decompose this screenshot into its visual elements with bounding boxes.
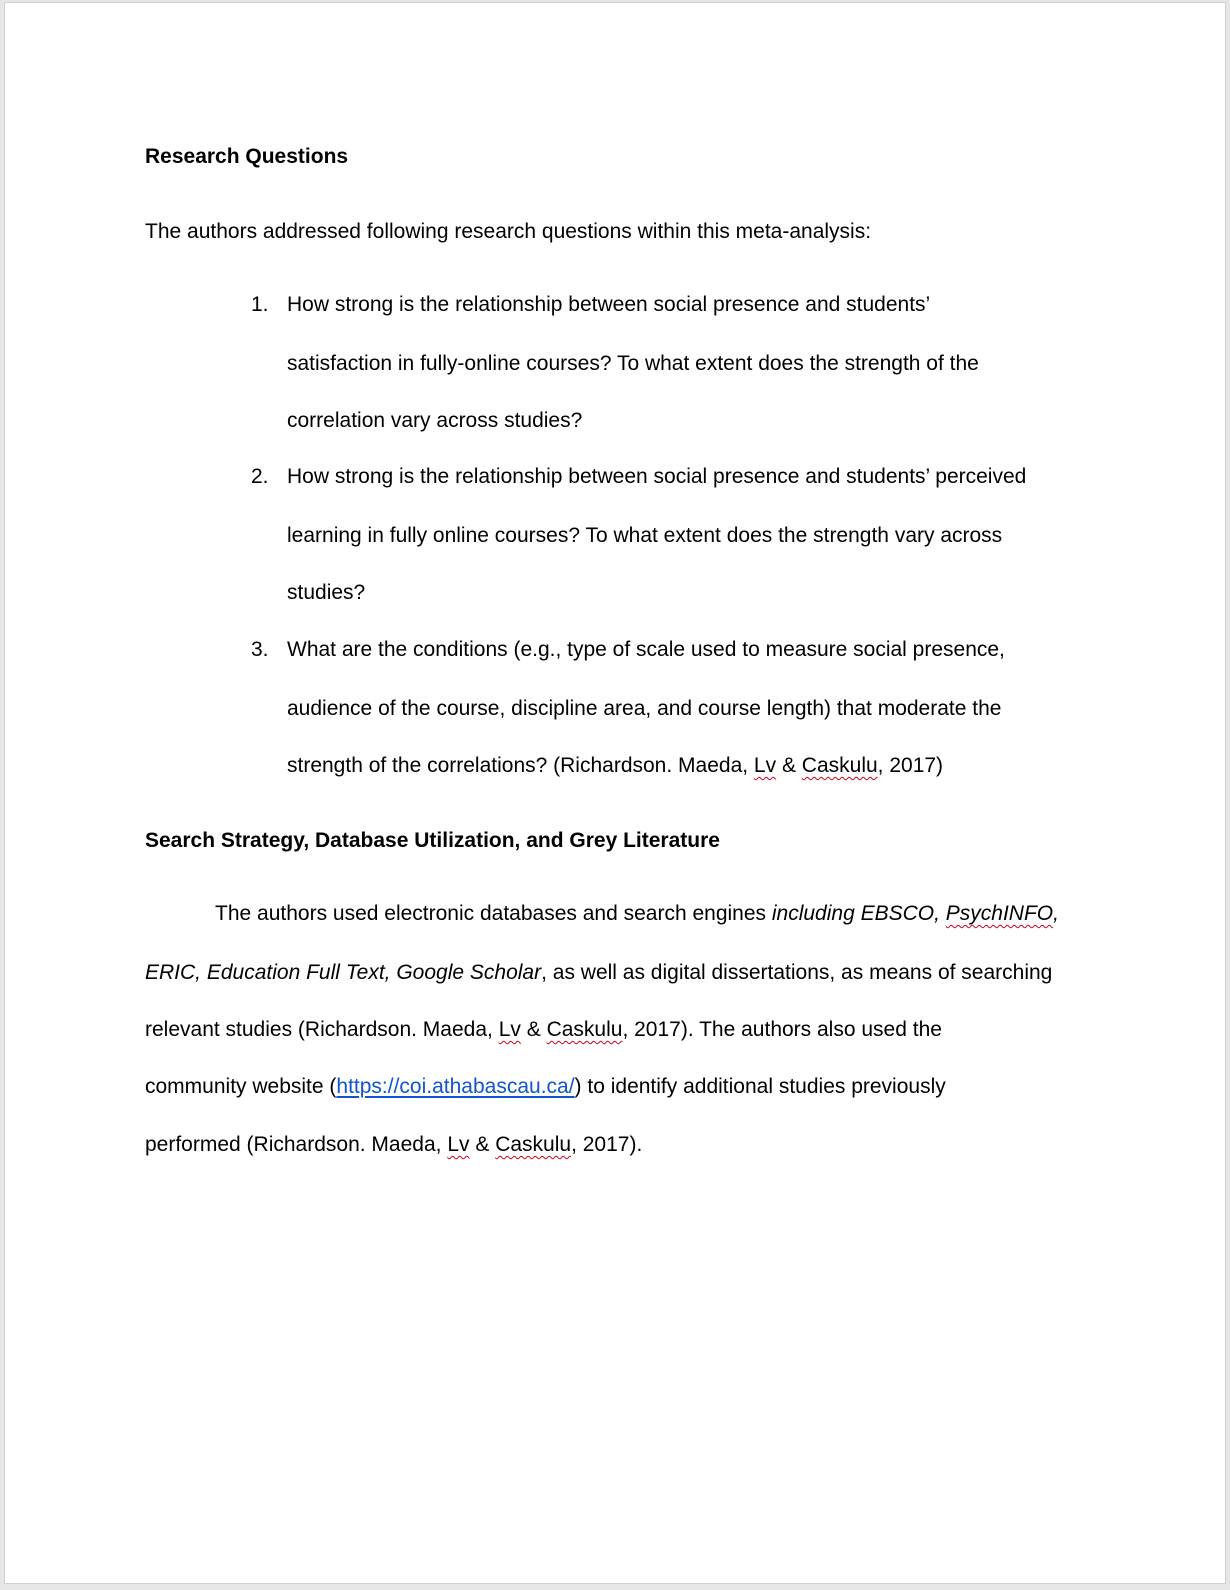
- para-line-1: [215, 900, 1059, 928]
- para-line-5-text: performed (Richardson. Maeda,: [145, 1133, 448, 1156]
- list-number-2: 2.: [251, 465, 269, 488]
- para-line-4-text: community website (: [145, 1075, 337, 1098]
- document-page: [4, 2, 1226, 1584]
- heading-search-strategy: Search Strategy, Database Utilization, and Grey Literature: [145, 829, 720, 852]
- para-line-1-text: The authors used electronic databases and search engines: [215, 902, 772, 925]
- para-line-5: [145, 1131, 642, 1159]
- q3-line-3-suffix: , 2017): [877, 754, 944, 777]
- para-line-4: [145, 1073, 946, 1101]
- spellcheck-word-psychinfo[interactable]: PsychINFO: [945, 902, 1054, 925]
- q3-line-3-text: strength of the correlations? (Richardson. Maeda,: [287, 754, 754, 777]
- ampersand: &: [520, 1018, 547, 1041]
- q1-line-1: How strong is the relationship between social presence and students’: [287, 293, 931, 316]
- para-line-1-italic: including EBSCO,: [771, 902, 946, 925]
- spellcheck-word-caskulu[interactable]: Caskulu: [495, 1133, 572, 1156]
- ampersand: &: [776, 754, 802, 777]
- heading-research-questions: Research Questions: [145, 145, 349, 168]
- para-line-3-suffix: , 2017). The authors also used the: [622, 1018, 942, 1041]
- para-line-2-italic: ERIC, Education Full Text, Google Scholar: [145, 961, 542, 984]
- spellcheck-word-lv[interactable]: Lv: [447, 1133, 470, 1156]
- para-line-3: [145, 1016, 942, 1044]
- spellcheck-word-lv[interactable]: Lv: [498, 1018, 521, 1041]
- list-number-1: 1.: [251, 293, 269, 316]
- para-line-3-text: relevant studies (Richardson. Maeda,: [145, 1018, 499, 1041]
- q2-line-2: learning in fully online courses? To what extent does the strength vary across: [287, 524, 1003, 547]
- q2-line-1: How strong is the relationship between social presence and students’ perceived: [287, 465, 1027, 488]
- para-line-5-suffix: , 2017).: [571, 1133, 643, 1156]
- list-number-3: 3.: [251, 638, 269, 661]
- intro-paragraph: The authors addressed following research questions within this meta-analysis:: [145, 220, 872, 243]
- q3-line-1: What are the conditions (e.g., type of scale used to measure social presence,: [287, 638, 1005, 661]
- spellcheck-word-caskulu[interactable]: Caskulu: [801, 754, 878, 777]
- q3-line-2: audience of the course, discipline area, and course length) that moderate the: [287, 697, 1002, 720]
- website-link[interactable]: https://coi.athabascau.ca/: [336, 1075, 575, 1098]
- q1-line-3: correlation vary across studies?: [287, 409, 583, 432]
- para-line-4-suffix: ) to identify additional studies previously: [574, 1075, 946, 1098]
- para-line-2: [145, 959, 1052, 987]
- q2-line-3: studies?: [287, 581, 366, 604]
- para-line-2-text: , as well as digital dissertations, as means of searching: [541, 961, 1053, 984]
- spellcheck-word-lv[interactable]: Lv: [753, 754, 777, 777]
- q1-line-2: satisfaction in fully-online courses? To what extent does the strength of the: [287, 352, 979, 375]
- spellcheck-word-caskulu[interactable]: Caskulu: [546, 1018, 623, 1041]
- q3-line-3: [287, 752, 943, 780]
- para-line-1-comma: ,: [1053, 902, 1059, 925]
- ampersand: &: [469, 1133, 496, 1156]
